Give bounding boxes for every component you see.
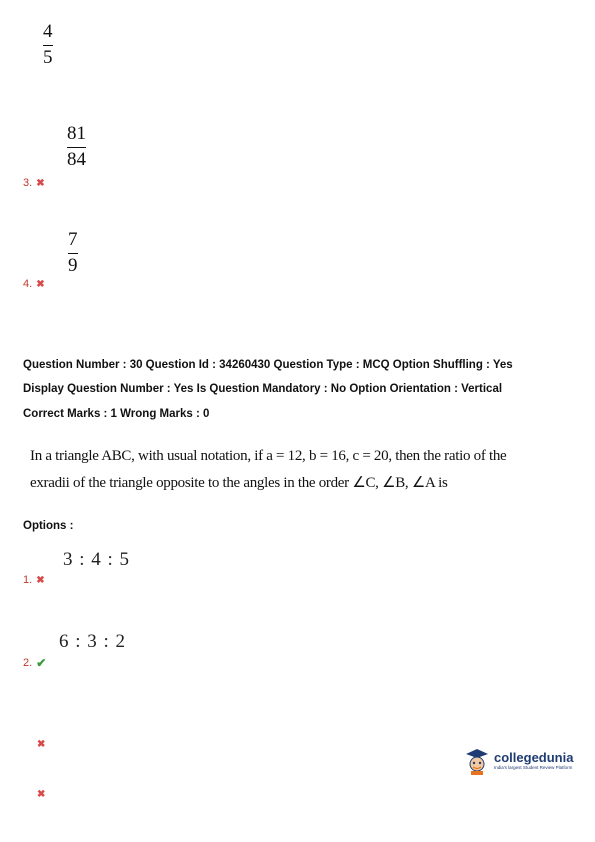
fraction-denominator: 9 bbox=[68, 255, 78, 276]
question-meta-line-3: Correct Marks : 1 Wrong Marks : 0 bbox=[23, 408, 210, 420]
collegedunia-logo bbox=[464, 746, 573, 776]
fraction-bar bbox=[68, 253, 78, 254]
options-label: Options : bbox=[23, 520, 74, 532]
fraction-bar bbox=[43, 45, 53, 46]
question-meta-line-2: Display Question Number : Yes Is Question Mandatory : No Option Orientation : Vertical bbox=[23, 383, 503, 395]
fraction-numerator: 4 bbox=[43, 21, 53, 42]
question-meta-line-1: Question Number : 30 Question Id : 34260430 Question Type : MCQ Option Shuffling : Yes bbox=[23, 359, 513, 371]
check-icon: ✔ bbox=[36, 656, 47, 670]
graduate-mascot-icon bbox=[464, 746, 490, 776]
logo-tagline: India's largest Student Review Platform bbox=[494, 765, 573, 770]
option-2-label bbox=[23, 656, 46, 670]
option-3-label bbox=[37, 739, 45, 750]
option-4-label bbox=[37, 789, 45, 800]
question-text-line-1: In a triangle ABC, with usual notation, if a = 12, b = 16, c = 20, then the ratio of the bbox=[30, 448, 507, 464]
cross-icon: ✖ bbox=[36, 177, 45, 189]
option-3-label bbox=[23, 177, 45, 189]
option-number: 3. bbox=[23, 177, 33, 189]
option-number: 1. bbox=[23, 574, 33, 586]
top-fraction bbox=[43, 22, 53, 68]
cross-icon: ✖ bbox=[37, 739, 46, 750]
option-1-label bbox=[23, 574, 45, 586]
option-2-value: 6 : 3 : 2 bbox=[59, 631, 127, 652]
fraction-denominator: 84 bbox=[67, 149, 86, 170]
logo-text bbox=[494, 751, 573, 771]
cross-icon: ✖ bbox=[36, 278, 45, 290]
question-text-line-2: exradii of the triangle opposite to the angles in the order ∠C, ∠B, ∠A is bbox=[30, 475, 448, 491]
cross-icon: ✖ bbox=[36, 574, 45, 586]
option-1-value: 3 : 4 : 5 bbox=[63, 549, 131, 570]
fraction-numerator: 81 bbox=[67, 123, 86, 144]
cross-icon: ✖ bbox=[37, 789, 46, 800]
option-4-label bbox=[23, 278, 45, 290]
option-4-fraction bbox=[68, 230, 78, 276]
fraction-bar bbox=[67, 147, 86, 148]
option-number: 2. bbox=[23, 657, 33, 669]
option-3-fraction bbox=[67, 124, 86, 170]
logo-name: collegedunia bbox=[494, 750, 574, 765]
fraction-numerator: 7 bbox=[68, 229, 78, 250]
fraction-denominator: 5 bbox=[43, 47, 53, 68]
option-number: 4. bbox=[23, 278, 33, 290]
